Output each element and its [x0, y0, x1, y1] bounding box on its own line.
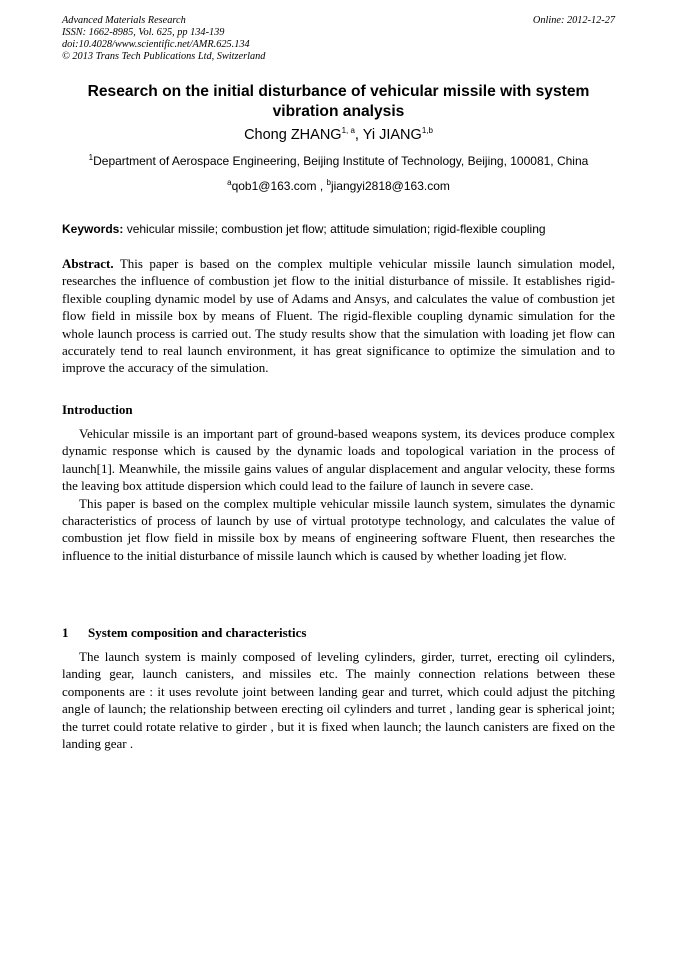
- online-date: Online: 2012-12-27: [532, 15, 615, 26]
- introduction-body: [62, 425, 615, 564]
- doi-line: doi:10.4028/www.scientific.net/AMR.625.134: [62, 39, 250, 50]
- affiliation-text: Department of Aerospace Engineering, Beijing Institute of Technology, Beijing, 100081, China: [93, 154, 589, 168]
- email-line: [62, 178, 615, 194]
- author-1-name: Chong ZHANG: [244, 127, 342, 143]
- keywords-text: vehicular missile; combustion jet flow; attitude simulation; rigid-flexible coupling: [123, 222, 546, 236]
- paper-title: Research on the initial disturbance of vehicular missile with system vibration analysis: [87, 83, 590, 120]
- section-1-title: System composition and characteristics: [88, 625, 307, 640]
- author-2-sup: 1,b: [421, 126, 433, 136]
- introduction-heading: Introduction: [62, 402, 133, 417]
- abstract: [62, 255, 615, 377]
- section-1-body: [62, 648, 615, 752]
- author-separator: ,: [354, 127, 363, 143]
- abstract-label: Abstract.: [62, 256, 114, 271]
- email-b[interactable]: jiangyi2818@163.com: [330, 179, 450, 193]
- affiliation: [62, 153, 615, 169]
- affiliation-sup: 1: [88, 153, 94, 162]
- email-separator: ,: [316, 179, 327, 193]
- section-1-paragraph-1: The launch system is mainly composed of leveling cylinders, girder, turret, erecting oil cylinders, landing gear, launch canisters, and missiles etc. The mainly connection relations between these components are : it uses revolute joint between landing gear and turret, which could adjust the pitching angle of launch; the relationship between erecting oil cylinders and turret , landing gear is spherical joint; the turret could rotate relative to girder , but it is fixed when launch; the launch canisters are fixed on the landing gear .: [62, 649, 615, 752]
- abstract-text: This paper is based on the complex multiple vehicular missile launch simulation model, researches the influence of combustion jet flow to the initial disturbance of missile. It establishes rigid-flexible coupling dynamic model by use of Adams and Ansys, and calculates the value of combustion jet flow field in missile box by means of Fluent. The rigid-flexible coupling dynamic simulation for the whole launch process is carried out. The study results show that the simulation with loading jet flow can accurately tend to real launch environment, it has great significance to optimize the simulation and to improve the accuracy of the simulation.: [62, 256, 615, 376]
- email-a[interactable]: qob1@163.com: [231, 179, 317, 193]
- section-1-heading: [62, 624, 615, 641]
- keywords-label: Keywords:: [62, 222, 124, 236]
- journal-name: Advanced Materials Research: [62, 15, 186, 26]
- copyright-line: © 2013 Trans Tech Publications Ltd, Switzerland: [62, 51, 266, 62]
- author-line: [62, 126, 615, 144]
- author-2-name: Yi JIANG: [362, 127, 422, 143]
- introduction-paragraph-1: Vehicular missile is an important part of ground-based weapons system, its devices produce complex dynamic response which is caused by the dynamic loads and topological variation in the process of launch[1]. Meanwhile, the missile gains values of angular displacement and angular velocity, these forms the leaving box attitude dispersion which could lead to the failure of launch in severe case.: [62, 426, 615, 494]
- issn-line: ISSN: 1662-8985, Vol. 625, pp 134-139: [62, 27, 225, 38]
- introduction-paragraph-2: This paper is based on the complex multiple vehicular missile launch system, simulates the dynamic characteristics of process of launch by use of virtual prototype technology, and calculates the value of combustion jet flow field in missile box by means of engineering software Fluent, then researches the influence to the initial disturbance of missile launch which is caused by whether loading jet flow.: [62, 495, 615, 563]
- email-a-sup: a: [227, 178, 232, 187]
- email-b-sup: b: [326, 178, 331, 187]
- journal-header: [62, 15, 615, 63]
- section-1-number: 1: [62, 625, 69, 640]
- keywords: [62, 221, 615, 237]
- author-1-sup: 1, a: [341, 126, 355, 136]
